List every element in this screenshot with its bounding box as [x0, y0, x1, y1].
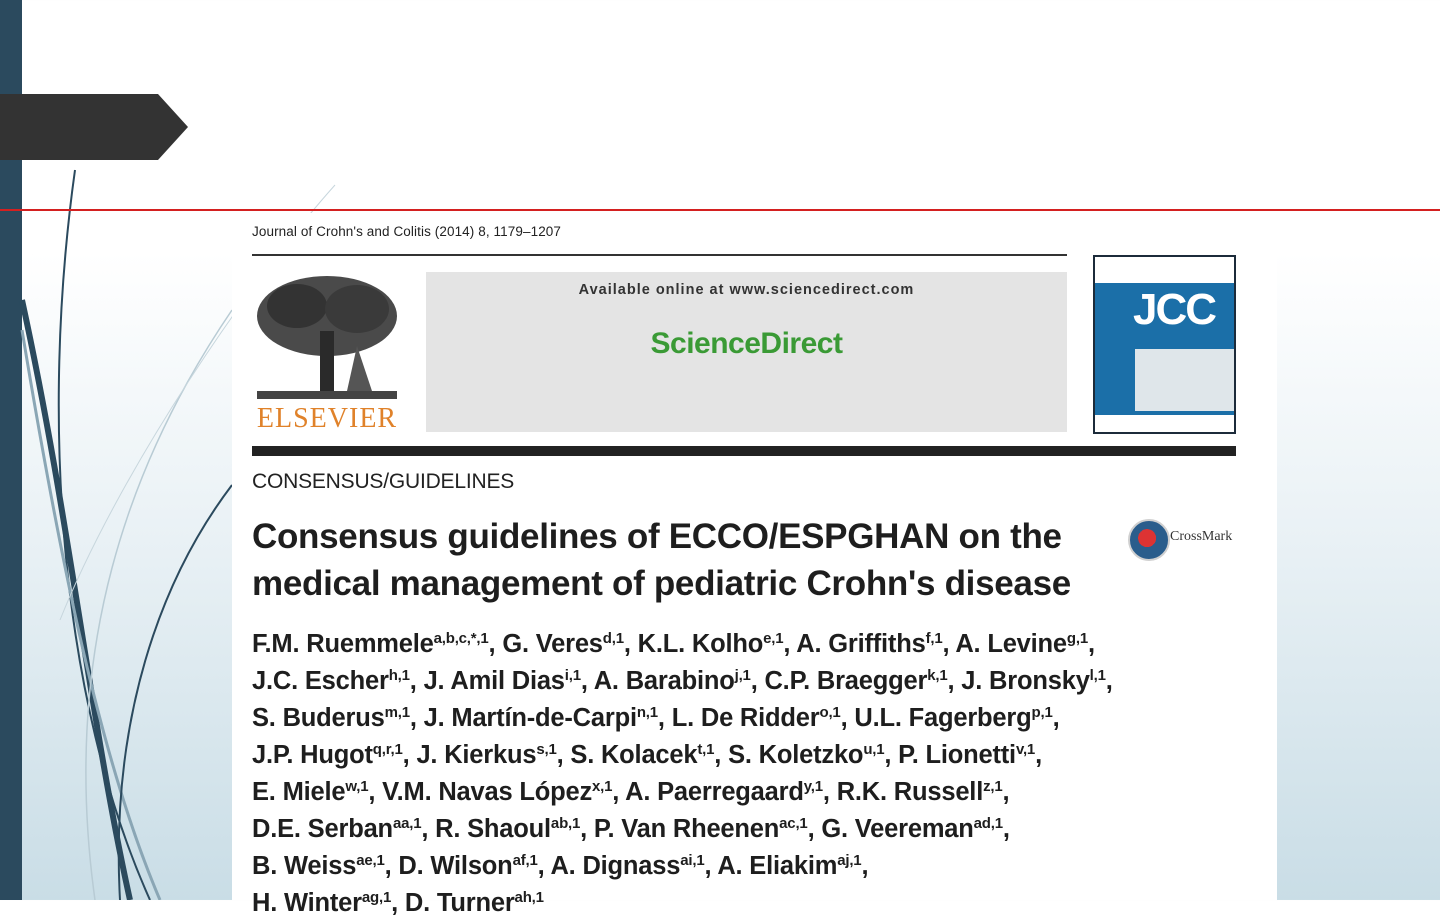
author-affiliation-sup: y,1 [803, 778, 823, 795]
author-affiliation-sup: n,1 [636, 704, 658, 721]
author-line [252, 882, 1262, 919]
cover-image [1135, 349, 1235, 411]
author-affiliation-sup: i,1 [564, 667, 581, 684]
author-name: P. Van Rheenen [593, 815, 780, 843]
journal-cover-title: JCC [1133, 285, 1216, 334]
author-affiliation-sup: ad,1 [973, 815, 1003, 832]
author-name: A. Levine [955, 630, 1067, 658]
author-affiliation-sup: w,1 [345, 778, 369, 795]
title-line: medical management of pediatric Crohn's disease [252, 564, 1071, 603]
author-separator: , [402, 741, 417, 769]
author-separator: , [884, 741, 899, 769]
author-line [252, 808, 1262, 845]
cover-bottom-strip [1095, 415, 1236, 434]
author-separator: , [750, 667, 765, 695]
author-affiliation-sup: k,1 [927, 667, 948, 684]
cover-top-strip [1095, 257, 1236, 283]
author-line [252, 623, 1262, 660]
author-affiliation-sup: m,1 [384, 704, 410, 721]
author-separator: , [657, 704, 672, 732]
author-affiliation-sup: t,1 [697, 741, 715, 758]
author-name: S. Kolacek [570, 741, 698, 769]
author-list [252, 623, 1262, 919]
author-affiliation-sup: s,1 [536, 741, 557, 758]
author-name: J.P. Hugot [252, 741, 373, 769]
author-name: A. Eliakim [717, 852, 838, 880]
sciencedirect-logo: ScienceDirect [650, 327, 843, 360]
author-name: J.C. Escher [252, 667, 389, 695]
available-online-text: Available online at www.sciencedirect.com [578, 282, 915, 298]
author-name: S. Buderus [252, 704, 385, 732]
author-separator: , [556, 741, 571, 769]
header-rule [252, 254, 1067, 256]
author-name: P. Lionetti [898, 741, 1016, 769]
author-line [252, 697, 1262, 734]
section-label: CONSENSUS/GUIDELINES [252, 470, 515, 493]
author-separator: , [704, 852, 718, 880]
author-affiliation-sup: aa,1 [392, 815, 422, 832]
tree-icon [252, 271, 402, 401]
author-name: A. Dignass [550, 852, 681, 880]
author-line [252, 845, 1262, 882]
title-line: Consensus guidelines of ECCO/ESPGHAN on the [252, 517, 1062, 556]
author-separator: , [861, 852, 869, 880]
author-affiliation-sup: o,1 [819, 704, 841, 721]
paper-page [232, 213, 1277, 917]
author-affiliation-sup: a,b,c,*,1 [433, 630, 489, 647]
crossmark-icon [1128, 519, 1170, 561]
author-affiliation-sup: ae,1 [356, 852, 385, 869]
author-name: J. Amil Dias [423, 667, 565, 695]
author-separator: , [537, 852, 551, 880]
red-divider-line [0, 209, 1440, 211]
author-affiliation-sup: g,1 [1066, 630, 1088, 647]
author-affiliation-sup: x,1 [592, 778, 613, 795]
author-name: E. Miele [252, 778, 346, 806]
author-separator: , [807, 815, 822, 843]
author-name: D. Wilson [398, 852, 513, 880]
author-separator: , [1002, 778, 1010, 806]
author-affiliation-sup: ah,1 [514, 889, 544, 906]
author-affiliation-sup: l,1 [1089, 667, 1106, 684]
author-affiliation-sup: ag,1 [361, 889, 392, 906]
author-affiliation-sup: q,r,1 [372, 741, 403, 758]
author-affiliation-sup: ac,1 [779, 815, 808, 832]
author-name: G. Veereman [821, 815, 974, 843]
author-affiliation-sup: z,1 [983, 778, 1003, 795]
author-affiliation-sup: ab,1 [550, 815, 581, 832]
author-name: S. Koletzko [728, 741, 864, 769]
author-name: J. Kierkus [416, 741, 537, 769]
author-separator: , [783, 630, 797, 658]
author-separator: , [1002, 815, 1010, 843]
author-separator: , [580, 815, 594, 843]
author-affiliation-sup: h,1 [388, 667, 410, 684]
author-separator: , [488, 630, 503, 658]
author-affiliation-sup: u,1 [863, 741, 885, 758]
author-separator: , [1105, 667, 1113, 695]
author-name: R. Shaoul [435, 815, 551, 843]
author-name: U.L. Fagerberg [854, 704, 1032, 732]
author-name: H. Winter [252, 889, 362, 917]
author-line [252, 660, 1262, 697]
journal-citation: Journal of Crohn's and Colitis (2014) 8, 1179–1207 [252, 224, 562, 239]
author-separator: , [1087, 630, 1095, 658]
author-separator: , [391, 889, 405, 917]
elsevier-wordmark: ELSEVIER [256, 403, 398, 434]
author-line [252, 734, 1262, 771]
author-name: A. Paerregaard [625, 778, 804, 806]
author-name: V.M. Navas López [382, 778, 593, 806]
crossmark-label: CrossMark [1170, 529, 1233, 544]
author-name: L. De Ridder [671, 704, 820, 732]
author-separator: , [1052, 704, 1060, 732]
author-name: B. Weiss [252, 852, 357, 880]
author-name: J. Martín-de-Carpi [423, 704, 637, 732]
author-affiliation-sup: ai,1 [680, 852, 705, 869]
author-name: K.L. Kolho [637, 630, 764, 658]
author-affiliation-sup: j,1 [734, 667, 751, 684]
author-name: D.E. Serban [252, 815, 393, 843]
crossmark-badge[interactable] [1128, 517, 1238, 559]
author-affiliation-sup: v,1 [1015, 741, 1036, 758]
author-name: F.M. Ruemmele [252, 630, 434, 658]
thick-rule [252, 446, 1236, 456]
author-name: C.P. Braegger [764, 667, 928, 695]
author-line [252, 771, 1262, 808]
author-separator: , [947, 667, 962, 695]
author-name: A. Griffiths [796, 630, 926, 658]
author-affiliation-sup: af,1 [512, 852, 538, 869]
author-separator: , [623, 630, 638, 658]
author-separator: , [840, 704, 855, 732]
sciencedirect-banner [426, 272, 1067, 432]
journal-cover-thumbnail [1093, 255, 1236, 434]
author-name: G. Veres [502, 630, 603, 658]
author-name: D. Turner [404, 889, 515, 917]
author-separator: , [409, 704, 424, 732]
author-affiliation-sup: p,1 [1031, 704, 1053, 721]
author-name: A. Barabino [593, 667, 735, 695]
author-separator: , [384, 852, 399, 880]
author-name: J. Bronsky [961, 667, 1090, 695]
author-separator: , [714, 741, 729, 769]
author-separator: , [942, 630, 956, 658]
author-separator: , [1035, 741, 1042, 769]
author-separator: , [612, 778, 626, 806]
author-separator: , [368, 778, 383, 806]
elsevier-logo [252, 271, 402, 433]
author-separator: , [822, 778, 837, 806]
article-title [252, 513, 1112, 607]
author-affiliation-sup: d,1 [602, 630, 624, 647]
author-affiliation-sup: aj,1 [837, 852, 862, 869]
author-separator: , [580, 667, 594, 695]
author-name: R.K. Russell [836, 778, 984, 806]
author-affiliation-sup: f,1 [925, 630, 943, 647]
author-separator: , [421, 815, 436, 843]
author-separator: , [409, 667, 424, 695]
author-affiliation-sup: e,1 [763, 630, 784, 647]
